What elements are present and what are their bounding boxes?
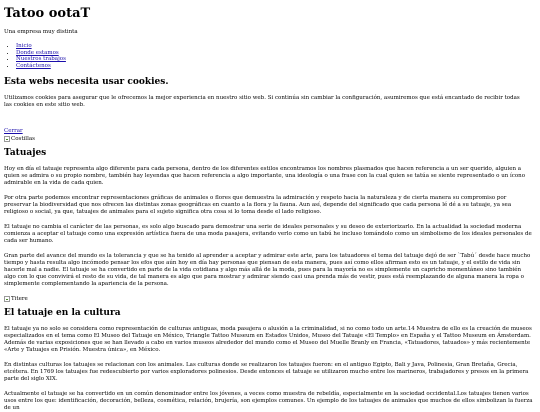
cookie-notice	[4, 77, 536, 136]
costillas-image	[4, 136, 536, 142]
nav-link-inicio[interactable]: Inicio	[16, 43, 32, 49]
broken-image-icon	[4, 296, 10, 302]
tatuajes-paragraph-4: Gran parte del avance del mundo es la tolerancia y que se ha tenido al aprender a aceptar y admirar este arte, para los tatuadores el tema del tatuaje dejó de ser `Tabú´ desde hace mucho tiempo y hasta resulta algo incómodo pensar los efos que aún hoy en día hay personas que piensan de esta manera, pues así como ellos afirman esto es un tatuaje, y el estilo de vida sin hacerle mal a nadie. El tatuaje se ha convertido en parte de la vida cotidiana y algo más allá de la moda, pues para la mayoría no es simplemente un capricho momentáneo sino también algo con lo que convivirá el resto de su vida, de tal manera es algo que para mostrar y admirar siendo casi una prenda más de vestir, pues está reemplazando de alguna manera la ropa o simplemente complementando la apariencia de la persona.	[4, 253, 531, 287]
cultura-paragraph-3: Actualmente el tatuaje se ha convertido en un común denominador entre los jóvenes, a veces como muestra de rebeldía, especialmente en la sociedad occidental.Los tatuajes tienen varios usos entre los que: identificación, decoración, belleza, cosmética, relación, brujería, son ejemplos comunes. Un ejemplo de los tatuajes de animales que muchos de ellos simbolizan la fuerza de un	[4, 391, 533, 411]
nav-item-contactenos	[16, 63, 536, 70]
tatuajes-paragraph-1: Hoy en día el tatuaje representa algo diferente para cada persona, dentro de los diferentes estilos encontramos los nombres plasmados que hacen referencia a un ser querido, alguien a quien se admira o su propio nombre, también hay leyendas que hacen referencia a algo importante, una ideología o una frase con la cual quien se tatúa se siente representado o un ícono admirable en la vida de cada quien.	[4, 166, 526, 186]
broken-image-icon	[4, 136, 10, 142]
nav-link-nuestros-trabajos[interactable]: Nuestros trabajos	[16, 56, 66, 62]
costillas-image-alt: Costillas	[11, 136, 35, 142]
section-heading-tatuajes: Tatuajes	[4, 148, 47, 158]
site-title: Tatoo ootaT	[4, 6, 91, 21]
cookie-close-link[interactable]: Cerrar	[4, 128, 23, 134]
cultura-paragraph-2: En distintas culturas los tatuajes se relacionan con los animales. Las culturas donde se realizaron los tatuajes fueron: en el antiguo Egipto, Bali y Java, Polinesia, Gran Bretaña, Grecia, etcétera. En 1769 los tatuajes fue redescubierto por varios exploradores polinesios. Desde entonces el tatuaje se utilizaron mucho entre los marineros, trabajadores y presos en la primera parte del siglo XIX.	[4, 362, 529, 382]
nav-link-donde-estamos[interactable]: Donde estamos	[16, 49, 59, 56]
titere-image-alt: Titere	[11, 296, 28, 302]
nav-link-contactenos[interactable]: Contáctenos	[16, 62, 51, 69]
tatuajes-paragraph-2: Por otra parte podemos encontrar representaciones gráficas de animales o flores que demuestra la admiración y respeto hacia la naturaleza y de cierta manera su compromiso por preservar la biodiversidad que nos ofrecen las distintas zonas geográficas en cuanto a la flora y la fauna. Aun así, depende del significado que cada persona lé dé a su tatuaje, ya sea religioso o social, ya que, tatuajes de animales para el sujeto significa otra cosa si lo toma desde el lado religioso.	[4, 195, 512, 215]
site-tagline: Una empresa muy distinta	[4, 29, 78, 35]
cookie-text: Utilizamos cookies para asegurar que le ofrecemos la mejor experiencia en nuestro sitio web. Si continúa sin cambiar la configuración, asumiremos que está encantado de recibir todas las cookies en este sitio web.	[4, 95, 520, 108]
main-nav	[4, 43, 536, 69]
titere-image	[4, 296, 536, 302]
cookie-title: Esta webs necesita usar cookies.	[4, 77, 169, 87]
section-heading-cultura: El tatuaje en la cultura	[4, 308, 121, 318]
tatuajes-paragraph-3: El tatuaje no cambia el carácter de las personas, es solo algo buscado para demostrar una serie de ideales personales y su deseo de exteriorizarlo. En la actualidad la sociedad moderna comienza a aceptar el tatuaje como una expresión artística fuera de una moda pasajera, evitando verlo como un tabú he incluso tomándolo como un simbolismo de los ideales personales de cada ser humano.	[4, 224, 532, 244]
cultura-paragraph-1: El tatuaje ya no solo se considera como representación de culturas antiguas, moda pasajera o alusión a la criminalidad, si no como todo un arte.14 Muestra de ello es la creación de museos especializados en el tema como El Museo del Tatuaje en México, Triangle Tattoo Museum en Estados Unidos, Museo del Tatuaje «El Templo» en España y el Tattoo Museum en Ámsterdam. Además de varias exposiciones que se han llevado a cabo en varios museos alrededor del mundo como el Museo del Muelle Branly en Francia, «Tatuadores, tatuados» y más recientemente «Arte y Tatuajes en Prisión. Muestra única», en México.	[4, 326, 532, 353]
